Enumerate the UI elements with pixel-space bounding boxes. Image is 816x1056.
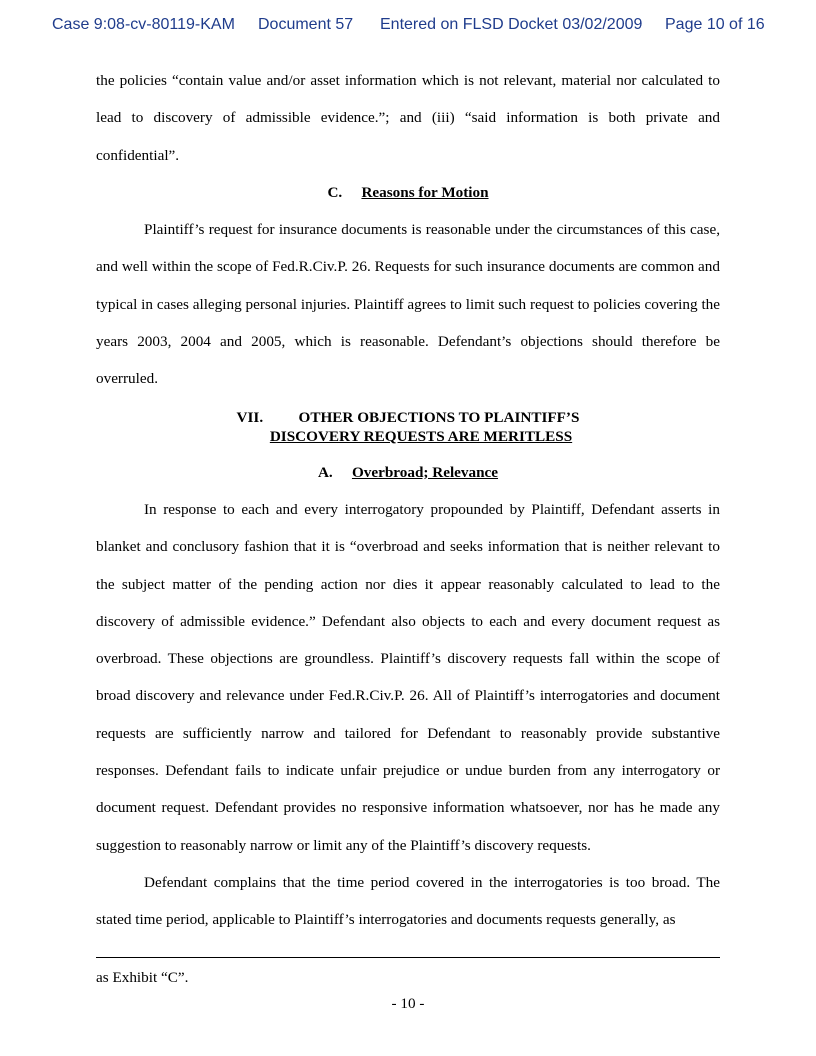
document-number: Document 57 — [258, 16, 354, 33]
docket-header — [52, 16, 772, 34]
section-a-heading — [96, 454, 720, 491]
continued-paragraph: the policies “contain value and/or asset information which is not relevant, material nor calculated to lead to discovery of admissible evidence.”; and (iii) “said information is both private and confidential”. — [96, 72, 720, 164]
docket-entry-date: Entered on FLSD Docket 03/02/2009 — [380, 16, 643, 33]
footnote-divider — [96, 957, 720, 958]
footnote: as Exhibit “C”. — [96, 969, 189, 986]
section-vii-number: VII. — [236, 408, 264, 426]
section-vii-title-line2: DISCOVERY REQUESTS ARE MERITLESS — [269, 427, 573, 445]
section-c-title: Reasons for Motion — [361, 183, 489, 201]
section-c-heading — [96, 174, 720, 211]
section-a-title: Overbroad; Relevance — [351, 463, 499, 481]
section-a-number: A. — [317, 463, 333, 481]
case-number: Case 9:08-cv-80119-KAM — [52, 16, 235, 33]
section-a-paragraph-1: In response to each and every interrogatory propounded by Plaintiff, Defendant asserts in blanket and conclusory fashion that it is “overbroad and seeks information that is neither relevant to the subject matter of the pending action nor dies it appear reasonably calculated to lead to the discovery of admissible evidence.” Defendant also objects to each and every document request as overbroad. These objections are groundless. Plaintiff’s discovery requests fall within the scope of broad discovery and relevance under Fed.R.Civ.P. 26. All of Plaintiff’s interrogatories and document requests are sufficiently narrow and tailored for Defendant to reasonably provide substantive responses. Defendant fails to indicate unfair prejudice or undue burden from any interrogatory or document request. Defendant provides no responsive information whatsoever, nor has he made any suggestion to reasonably narrow or limit any of the Plaintiff’s discovery requests. — [96, 500, 720, 854]
section-vii-heading — [96, 398, 720, 454]
page-number: - 10 - — [391, 995, 425, 1012]
section-c-number: C. — [327, 183, 343, 201]
page-count: Page 10 of 16 — [665, 16, 765, 33]
section-c-paragraph: Plaintiff’s request for insurance documents is reasonable under the circumstances of this case, and well within the scope of Fed.R.Civ.P. 26. Requests for such insurance documents are common and typical in cases alleging personal injuries. Plaintiff agrees to limit such request to policies covering the years 2003, 2004 and 2005, which is reasonable. Defendant’s objections should therefore be overruled. — [96, 221, 720, 388]
section-vii-title-line1: OTHER OBJECTIONS TO PLAINTIFF’S — [298, 408, 580, 426]
page-body — [96, 62, 720, 939]
section-a-paragraph-2: Defendant complains that the time period covered in the interrogatories is too broad. The stated time period, applicable to Plaintiff’s interrogatories and documents requests generally, as — [96, 873, 720, 929]
